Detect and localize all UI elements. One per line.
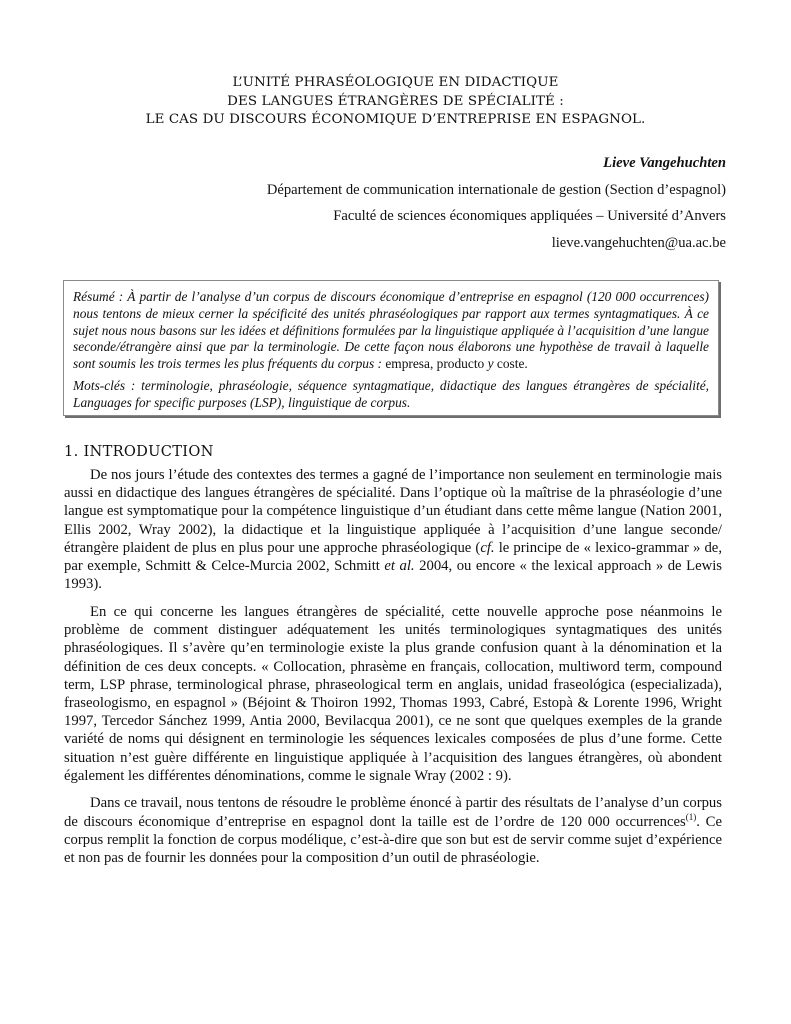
footnote-marker[interactable]: (1) <box>685 811 697 822</box>
title-line-2: DES LANGUES ÉTRANGÈRES DE SPÉCIALITÉ : <box>227 93 564 109</box>
author-name: Lieve Vangehuchten <box>603 155 726 171</box>
p3-text-b: . Ce corpus remplit la fonction de corpus modélique, c’est-à-dire que son but est de servir comme sujet d’expérience et non pas de fournir les données pour la composition d’un outil de phraséologie. <box>64 813 722 867</box>
paper-title <box>0 74 791 130</box>
author-block <box>267 150 726 256</box>
p3-text-a: Dans ce travail, nous tentons de résoudre le problème énoncé à partir des résultats de l’analyse d’un corpus de discours économique d’entreprise en espagnol dont la taille est de l’ordre de 120 000 occurrences <box>64 795 722 830</box>
author-email[interactable]: lieve.vangehuchten@ua.ac.be <box>551 234 726 251</box>
paragraph-2: En ce qui concerne les langues étrangères de spécialité, cette nouvelle approche pose néanmoins le problème de comment distinguer adéquatement les unités terminologiques syntagmatiques des unités phraséologiques. Il s’avère qu’en terminologie existe la plus grande confusion quant à la dénomination et la définition de ces deux concepts. « Collocation, phrasème en français, collocation, multiword term, compound term, LSP phrase, terminological phrase, phraseological term en anglais, unidad fraseológica (especializada), fraseologismo, en espagnol » (Béjoint & Thoiron 1992, Thomas 1993, Cabré, Estopà & Lorente 1996, Wright 1997, Tercedor Sánchez 1999, Antia 2000, Bevilacqua 2001), ce ne sont que quelques exemples de la grande variété de noms qui désignent en terminologie les séquences lexicales composées de plus d’une forme. Cette situation n’est guère différente en linguistique appliquée à l’acquisition des langues étrangères, où abondent également les différentes dénominations, comme le signale Wray (2002 : 9). <box>64 603 722 784</box>
p1-text-a: De nos jours l’étude des contextes des termes a gagné de l’importance non seulement en terminologie mais aussi en didactique des langues étrangères de spécialité. Dans l’optique où la maîtrise de la phraséologie d’une langue est symptomatique pour la compétence linguistique d’un étudiant dans cette même langue (Nation 2001, Ellis 2002, Wray 2002), la didactique et la linguistique appliquée à l’acquisition d’une langue seconde/étrangère plaident de plus en plus pour une approche phraséologique ( <box>64 467 722 556</box>
resume-terms-2: coste. <box>493 356 528 372</box>
title-line-1: L’UNITÉ PHRASÉOLOGIQUE EN DIDACTIQUE <box>232 75 559 90</box>
p1-text-b: le principe de « lexico-grammar » de, par exemple, Schmitt & Celce-Murcia 2002, Schmitt <box>64 539 722 575</box>
author-department: Département de communication internationale de gestion (Section d’espagnol) <box>266 181 726 198</box>
p1-cf: cf. <box>480 539 495 556</box>
resume-text: Résumé : À partir de l’analyse d’un corpus de discours économique d’entreprise en espagnol (120 000 occurrences) nous tentons de mieux cerner la spécificité des unités phraséologiques par rapport aux termes syntagmatiques. À ce sujet nous nous basons sur les idées et définitions formulées par la linguistique appliquée à l’acquisition d’une langue seconde/étrangère ainsi que par la terminologie. De cette façon nous élaborons une hypothèse de travail à laquelle sont soumis les trois termes les plus fréquents du corpus : <box>73 289 709 372</box>
abstract-keywords: Mots-clés : terminologie, phraséologie, séquence syntagmatique, didactique des langues étrangères de spécialité, Languages for specific purposes (LSP), linguistique de corpus. <box>73 377 709 410</box>
resume-terms-y: y <box>487 356 494 372</box>
paragraph-1 <box>64 466 722 593</box>
author-faculty: Faculté de sciences économiques appliquées – Université d’Anvers <box>333 208 726 224</box>
abstract-resume <box>73 289 709 373</box>
section-heading-introduction: 1. INTRODUCTION <box>64 443 214 460</box>
abstract-box <box>63 280 719 416</box>
title-line-3: LE CAS DU DISCOURS ÉCONOMIQUE D’ENTREPRISE EN ESPAGNOL. <box>145 112 646 127</box>
p1-text-c: 2004, ou encore « the lexical approach » de Lewis 1993). <box>64 558 722 593</box>
p1-etal: et al. <box>384 558 415 575</box>
section-body <box>64 466 722 877</box>
resume-terms-1: empresa, producto <box>381 356 488 372</box>
paragraph-3 <box>64 794 722 867</box>
